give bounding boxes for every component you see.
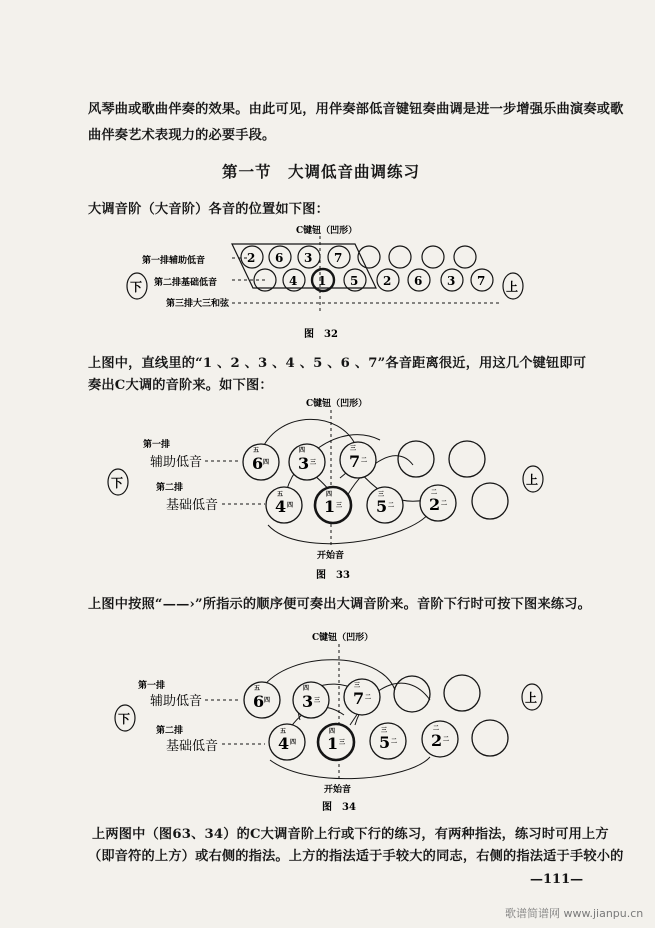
fig34-row1-note: 6 bbox=[253, 692, 265, 711]
fig33-row2-finger-top: 四 bbox=[326, 491, 333, 498]
fig32-row1-note: 7 bbox=[334, 251, 343, 265]
fig32-row1-note: 6 bbox=[275, 251, 284, 265]
fig33-row2-title: 第二排 bbox=[156, 483, 184, 493]
fig32-row2-note: 3 bbox=[447, 274, 456, 288]
fig34-row2-label: 基础低音 bbox=[166, 739, 219, 754]
fig34-row2-finger-side: 二 bbox=[443, 736, 450, 743]
fig34-row2-note: 1 bbox=[327, 734, 339, 753]
fig33-row2-finger-side: 二 bbox=[388, 502, 395, 509]
fig33-row1-finger-top: 三 bbox=[350, 445, 357, 452]
fig34-row1-label: 辅助低音 bbox=[150, 694, 203, 709]
fig32-row2-note: 7 bbox=[477, 274, 486, 288]
fig32-row2-note: 5 bbox=[350, 274, 359, 288]
fig33-row1-finger-side: 三 bbox=[310, 459, 317, 466]
intro-line-1: 风琴曲或歌曲伴奏的效果。由此可见，用伴奏部低音键钮奏曲调是进一步增强乐曲演奏或歌 bbox=[88, 102, 624, 117]
fig34-up-label: 上 bbox=[525, 691, 538, 705]
fig34-row2-finger-top: 四 bbox=[329, 728, 336, 735]
fig33-row2-note: 4 bbox=[275, 497, 287, 516]
fig33-row1-title: 第一排 bbox=[143, 440, 171, 450]
fig34-row2 bbox=[269, 720, 508, 760]
paragraph-3: 上图中按照“——›”所指示的顺序便可奏出大调音阶来。音阶下行时可按下图来练习。 bbox=[88, 597, 591, 612]
fig33-row1-finger-top: 五 bbox=[253, 447, 260, 454]
fig34-row1-finger-top: 五 bbox=[254, 685, 261, 692]
paragraph-2-line-1: 上图中，直线里的“1 、2 、3 、4 、5 、6 、7”各音距离很近，用这几个键钮即可 bbox=[88, 356, 587, 371]
fig32-row1-note: 2 bbox=[247, 251, 256, 265]
fig34-row1-finger-side: 三 bbox=[314, 697, 321, 704]
fig33-row1-note: 7 bbox=[349, 452, 361, 471]
fig32-caption: 图 32 bbox=[304, 329, 338, 340]
fig33-row2-label: 基础低音 bbox=[166, 498, 219, 513]
fig34-row1-finger-top: 三 bbox=[354, 682, 361, 689]
fig34-row2-title: 第二排 bbox=[156, 726, 184, 736]
fig32-row2-label: 第二排基础低音 bbox=[154, 278, 218, 288]
section-title: 第一节 大调低音曲调练习 bbox=[222, 162, 421, 181]
fig32-row2-note: 1 bbox=[318, 274, 327, 288]
paragraph-4-line-2: （即音符的上方）或右侧的指法。上方的指法适于手较大的同志，右侧的指法适于手较小的 bbox=[88, 849, 624, 864]
fig33-row2-finger-side: 二 bbox=[441, 500, 448, 507]
fig33-row1-finger-side: 四 bbox=[263, 459, 270, 466]
paragraph-4-line-1: 上两图中（图63、34）的C大调音阶上行或下行的练习，有两种指法，练习时可用上方 bbox=[92, 827, 609, 842]
fig34-row2-finger-side: 四 bbox=[290, 739, 297, 746]
fig32-row1-label: 第一排辅助低音 bbox=[142, 256, 206, 266]
fig33-row1-label: 辅助低音 bbox=[150, 455, 203, 470]
fig34-row2-note: 5 bbox=[379, 733, 391, 752]
fig34-row1-note: 7 bbox=[353, 689, 365, 708]
fig33-row1-note: 6 bbox=[252, 454, 264, 473]
fig34-row2-button-empty bbox=[472, 720, 508, 756]
fig33-c-label: C键钮（凹形） bbox=[306, 399, 368, 409]
intro-line-2: 曲伴奏艺术表现力的必要手段。 bbox=[88, 128, 276, 143]
fig32-row3-label: 第三排大三和弦 bbox=[166, 299, 230, 309]
fig34-row2-finger-side: 三 bbox=[339, 739, 346, 746]
fig33-row2-note: 5 bbox=[376, 497, 388, 516]
fig34-row1-note: 3 bbox=[302, 692, 314, 711]
fig34-row2-finger-top: 五 bbox=[280, 728, 287, 735]
fig34-row2-note: 2 bbox=[431, 731, 443, 750]
fig34-row1-finger-side: 二 bbox=[365, 694, 372, 701]
fig32-row2-note: 4 bbox=[289, 274, 298, 288]
fig32-row1-note: 3 bbox=[304, 251, 313, 265]
fig33-start-label: 开始音 bbox=[317, 551, 345, 561]
fig34-row1-button-empty bbox=[444, 675, 480, 711]
fig33-row1-finger-side: 二 bbox=[361, 457, 368, 464]
fig33-row1-finger-top: 四 bbox=[299, 447, 306, 454]
fig33-row2-note: 1 bbox=[324, 497, 336, 516]
fig34-caption: 图 34 bbox=[322, 802, 356, 813]
fig32-row2-note: 6 bbox=[414, 274, 423, 288]
fig34-start-label: 开始音 bbox=[324, 785, 352, 795]
fig33-down-label: 下 bbox=[111, 476, 124, 490]
fig34-row2-finger-top: 三 bbox=[381, 727, 388, 734]
fig33-row2-finger-top: 五 bbox=[277, 491, 284, 498]
fig34-down-label: 下 bbox=[118, 712, 131, 726]
fig32-row2-note: 2 bbox=[383, 274, 392, 288]
fig33-row2-note: 2 bbox=[429, 495, 441, 514]
fig34-row1-finger-top: 四 bbox=[303, 685, 310, 692]
fig33-row2-finger-top: 三 bbox=[378, 491, 385, 498]
fig32-c-label: C键钮（凹形） bbox=[296, 226, 358, 236]
fig34-row2-finger-side: 二 bbox=[391, 738, 398, 745]
fig34-row2-finger-top: 二 bbox=[433, 725, 440, 732]
paragraph-1: 大调音阶（大音阶）各音的位置如下图： bbox=[88, 202, 329, 217]
fig33-row1-note: 3 bbox=[298, 454, 310, 473]
fig33-row2-finger-side: 四 bbox=[287, 502, 294, 509]
fig34-c-label: C键钮（凹形） bbox=[312, 633, 374, 643]
fig34-row2-note: 4 bbox=[278, 734, 290, 753]
fig33-row2-finger-side: 三 bbox=[336, 502, 343, 509]
paragraph-2-line-2: 奏出C大调的音阶来。如下图： bbox=[88, 378, 273, 393]
fig34-row1-finger-side: 四 bbox=[264, 697, 271, 704]
page-number: —111— bbox=[530, 872, 584, 887]
fig33-up-label: 上 bbox=[526, 473, 539, 487]
fig33-row2-finger-top: 二 bbox=[431, 489, 438, 496]
fig32-up-label: 上 bbox=[506, 280, 519, 294]
watermark: 歌谱简谱网 www.jianpu.cn bbox=[505, 907, 644, 920]
fig34-row1-title: 第一排 bbox=[138, 681, 166, 691]
fig34-row1 bbox=[244, 675, 480, 718]
fig34-arrow bbox=[270, 757, 430, 779]
fig32-down-label: 下 bbox=[130, 280, 143, 294]
fig33-caption: 图 33 bbox=[316, 570, 350, 581]
